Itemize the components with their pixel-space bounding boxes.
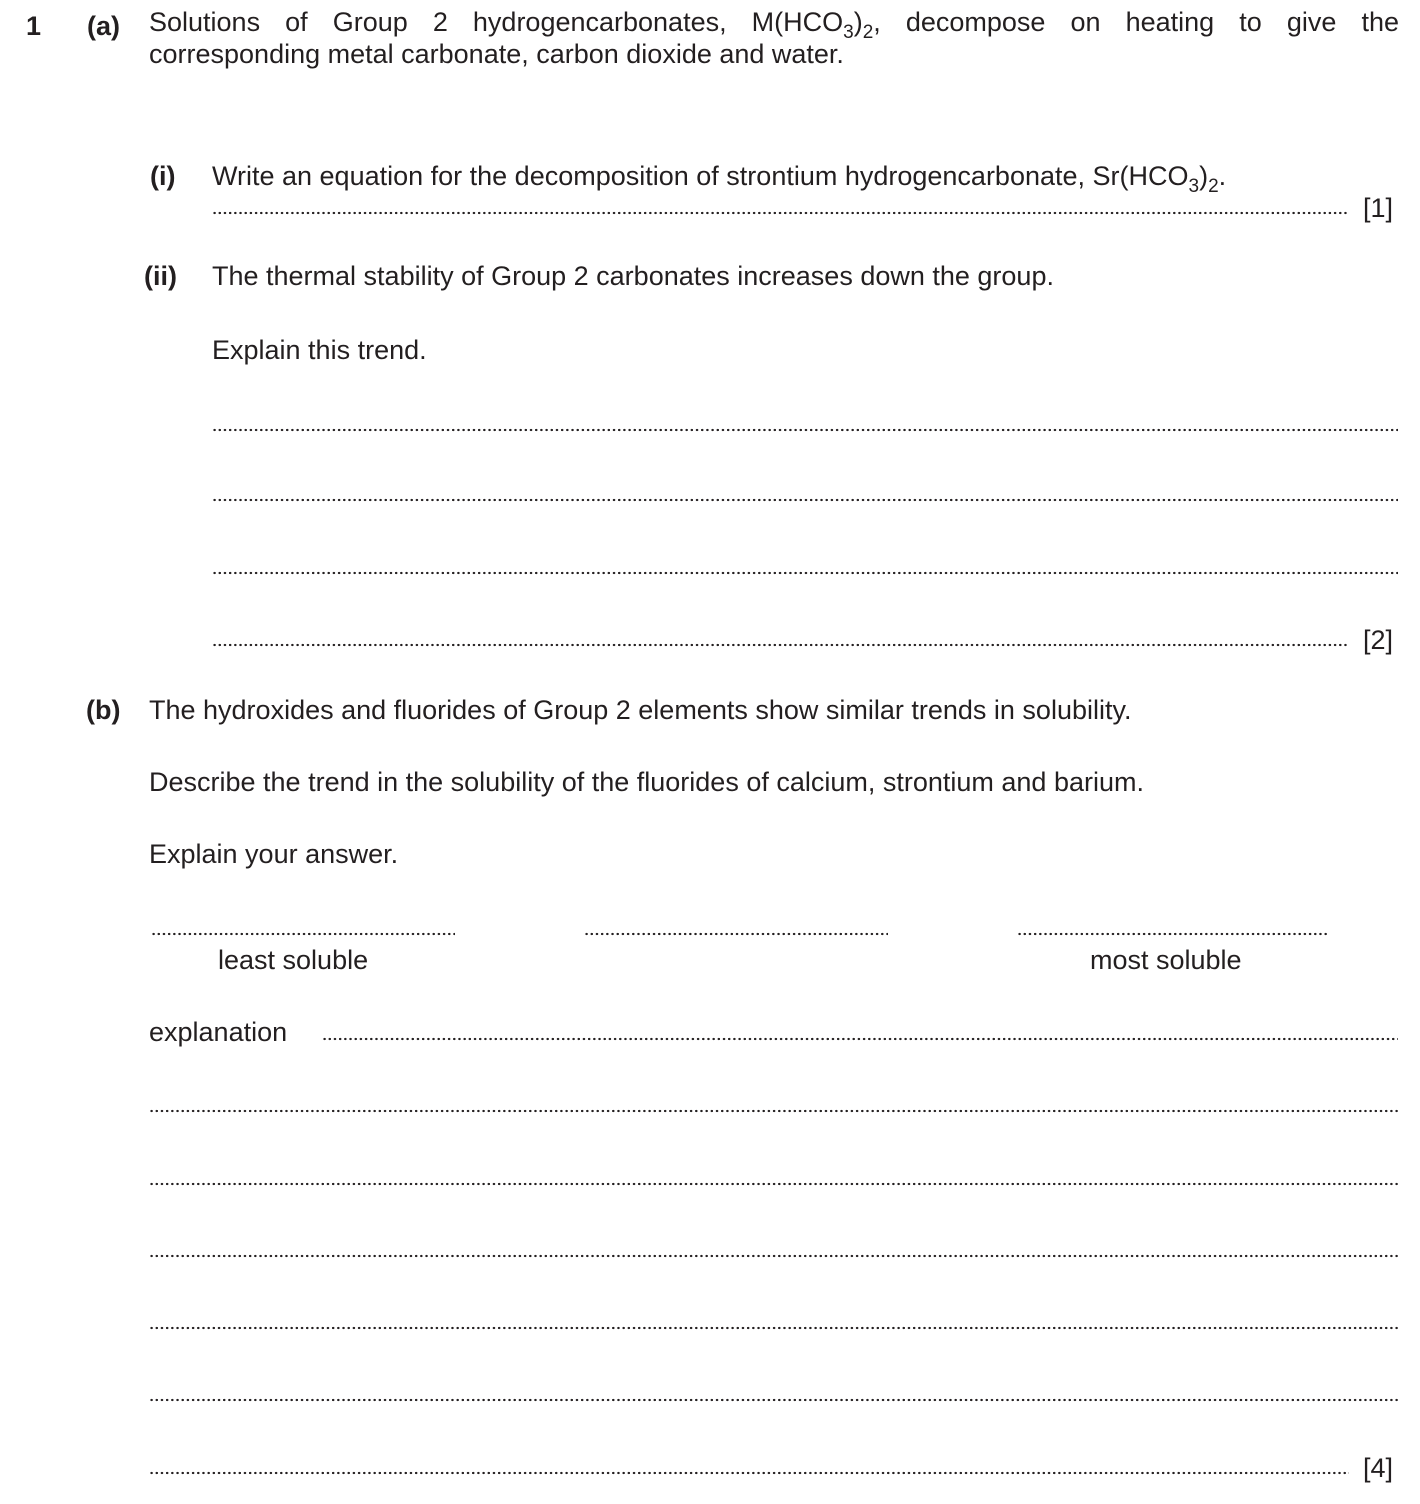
part-a-ii-label: (ii) <box>144 261 177 291</box>
question-number: 1 <box>26 11 42 41</box>
answer-line-b-1[interactable] <box>322 1037 1398 1041</box>
answer-line-a-i[interactable] <box>212 211 1349 215</box>
marks-a-ii: [2] <box>1363 625 1394 655</box>
part-b-instruction-2: Explain your answer. <box>149 839 399 869</box>
marks-b: [4] <box>1363 1453 1394 1483</box>
part-a-i-text: Write an equation for the decomposition of strontium hydrogencarbonate, $Sr(HCO_3)_2$. <box>212 161 1227 197</box>
part-a-label: (a) <box>87 11 120 41</box>
part-a-intro: Solutions of Group 2 hydrogencarbonates, $M(HCO_3)_2$, decompose on heating to give the corresponding metal carbonate, carbon dioxide and water. <box>149 7 1399 69</box>
most-soluble-label: most soluble <box>1090 945 1242 975</box>
marks-a-i: [1] <box>1363 193 1394 223</box>
answer-line-a-ii-1[interactable] <box>212 428 1398 432</box>
answer-line-b-2[interactable] <box>149 1109 1398 1113</box>
part-a-ii-instruction: Explain this trend. <box>212 335 427 365</box>
answer-line-b-7[interactable] <box>149 1471 1349 1475</box>
part-a-i-label: (i) <box>150 161 176 191</box>
least-soluble-label: least soluble <box>218 945 369 975</box>
answer-line-b-5[interactable] <box>149 1326 1398 1330</box>
answer-line-a-ii-2[interactable] <box>212 498 1398 502</box>
order-blank-least[interactable] <box>151 932 455 936</box>
part-b-instruction-1: Describe the trend in the solubility of the fluorides of calcium, strontium and barium. <box>149 767 1144 797</box>
order-blank-most[interactable] <box>1017 932 1329 936</box>
explanation-label: explanation <box>149 1017 288 1047</box>
order-blank-middle[interactable] <box>584 932 888 936</box>
answer-line-b-3[interactable] <box>149 1182 1398 1186</box>
answer-line-a-ii-4[interactable] <box>212 643 1349 647</box>
part-a-ii-text: The thermal stability of Group 2 carbonates increases down the group. <box>212 261 1054 291</box>
part-b-text: The hydroxides and fluorides of Group 2 elements show similar trends in solubility. <box>149 695 1132 725</box>
part-b-label: (b) <box>86 695 121 725</box>
answer-line-b-4[interactable] <box>149 1254 1398 1258</box>
answer-line-a-ii-3[interactable] <box>212 571 1398 575</box>
answer-line-b-6[interactable] <box>149 1398 1398 1402</box>
